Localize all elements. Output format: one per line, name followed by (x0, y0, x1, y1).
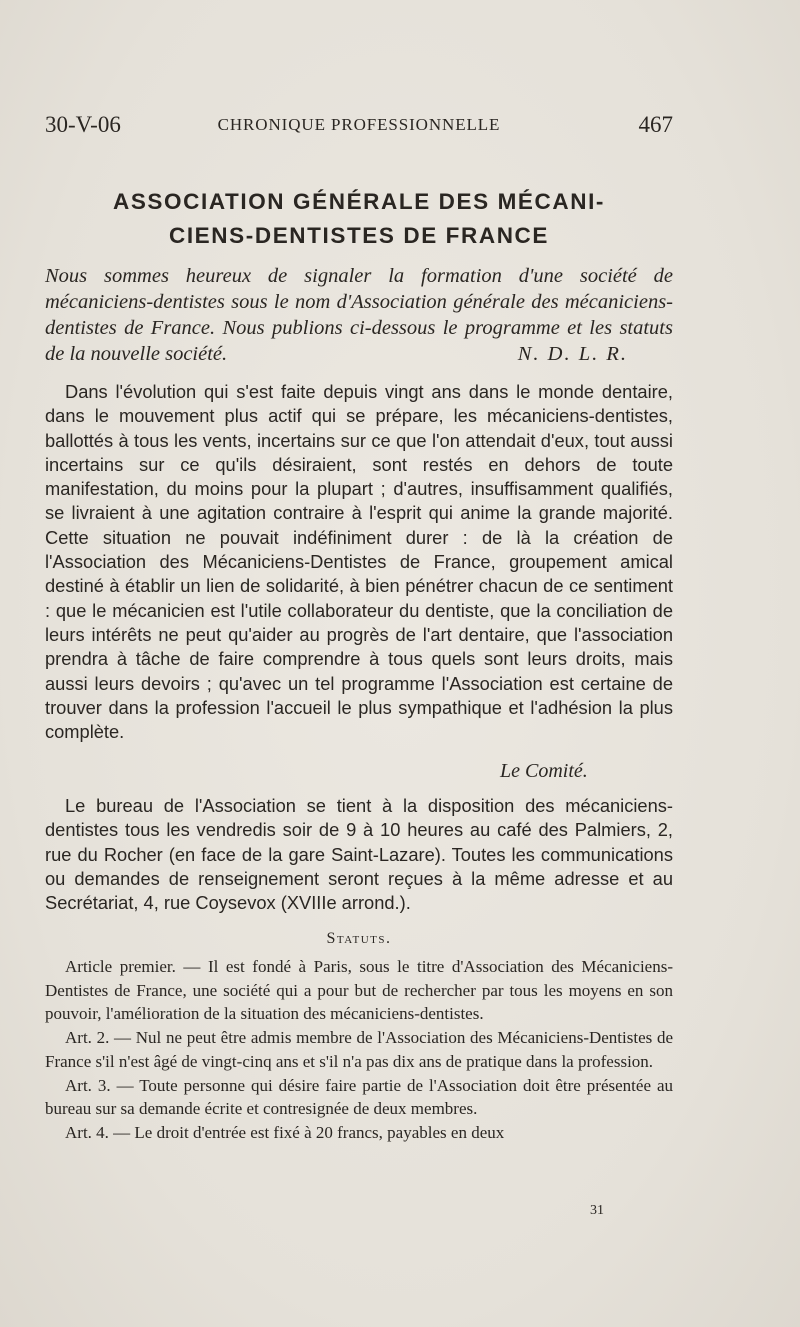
article-item: Art. 4. — Le droit d'entrée est fixé à 20 francs, payables en deux (65, 1122, 505, 1142)
article-item: Art. 3. — Toute personne qui désire faire partie de l'Association doit être présentée au bureau sur sa demande écrite et contresignée de deux membres. (45, 1075, 673, 1119)
title-line-2: CIENS-DENTISTES DE FRANCE (168, 223, 550, 248)
body-paragraph-2 (45, 794, 673, 915)
article-item: Art. 2. — Nul ne peut être admis membre de l'Association des Mécaniciens-Dentistes de France s'il n'est âgé de vingt-cinq ans et s'il n'a pas dix ans de pratique dans la profession. (45, 1028, 673, 1071)
paragraph-text: Le bureau de l'Association se tient à la disposition des mécaniciens-dentistes tous les vendredis soir de 9 à 10 heures au café des Palmiers, 2, rue du Rocher (en face de la gare Saint-Lazare). Toutes les communications ou demandes de renseignement seront reçues à la même adresse et au Secrétariat, 4, rue Coysevox (XVIIIe arrond.). (45, 795, 673, 914)
editor-note-text: Nous sommes heureux de signaler la formation d'une société de mécaniciens-dentistes sous le nom d'Association générale des mécaniciens-dentistes de France. Nous publions ci-dessous le programme et les statuts de la nouvelle société. (45, 265, 673, 365)
comite-signature: Le Comité. (500, 760, 588, 782)
body-paragraph-1 (45, 380, 673, 744)
running-head (45, 112, 673, 142)
issue-date: 30-V-06 (45, 112, 121, 137)
paragraph-text: Dans l'évolution qui s'est faite depuis vingt ans dans le monde dentaire, dans le mouvement plus actif qui se prépare, les mécaniciens-dentistes, ballottés à tous les vents, incertains sur ce que l'on attendait d'eux, tout aussi incertains sur ce qu'ils désiraient, sont restés en dehors de toute manifestation, du moins pour la plupart ; d'autres, insuffisamment qualifiés, se livraient à une agitation contraire à l'esprit qui anime la grande majorité. Cette situation ne pouvait indéfiniment durer : de là la création de l'Association des Mécaniciens-Dentistes de France, groupement amical destiné à établir un lien de solidarité, à bien pénétrer chacun de ce sentiment : que le mécanicien est l'utile collaborateur du dentiste, que la conciliation de leurs intérêts ne peut qu'aider au progrès de l'art dentaire, que l'association prendra à tâche de faire comprendre à tous quels sont leurs droits, mais aussi leurs devoirs ; qu'avec un tel programme l'Association est certaine de trouver dans la profession l'accueil le plus sympathique et l'adhésion la plus complète. (45, 381, 673, 743)
article-item: Article premier. — Il est fondé à Paris, sous le titre d'Association des Mécaniciens-Dentistes de France, une société qui a pour but de rechercher par tous les moyens en son pouvoir, l'amélioration de la situation des mécaniciens-dentistes. (45, 957, 673, 1024)
editor-signature: N. D. L. R. (517, 343, 628, 365)
title-line-1: ASSOCIATION GÉNÉRALE DES MÉCANI- (112, 189, 606, 214)
statuts-articles (45, 955, 673, 1145)
statuts-heading: Statuts. (326, 930, 392, 947)
signature-folio: 31 (590, 1203, 604, 1218)
editor-note (45, 263, 673, 367)
section-title: CHRONIQUE PROFESSIONNELLE (217, 115, 501, 134)
page-number: 467 (638, 112, 673, 137)
article-title (45, 185, 673, 253)
